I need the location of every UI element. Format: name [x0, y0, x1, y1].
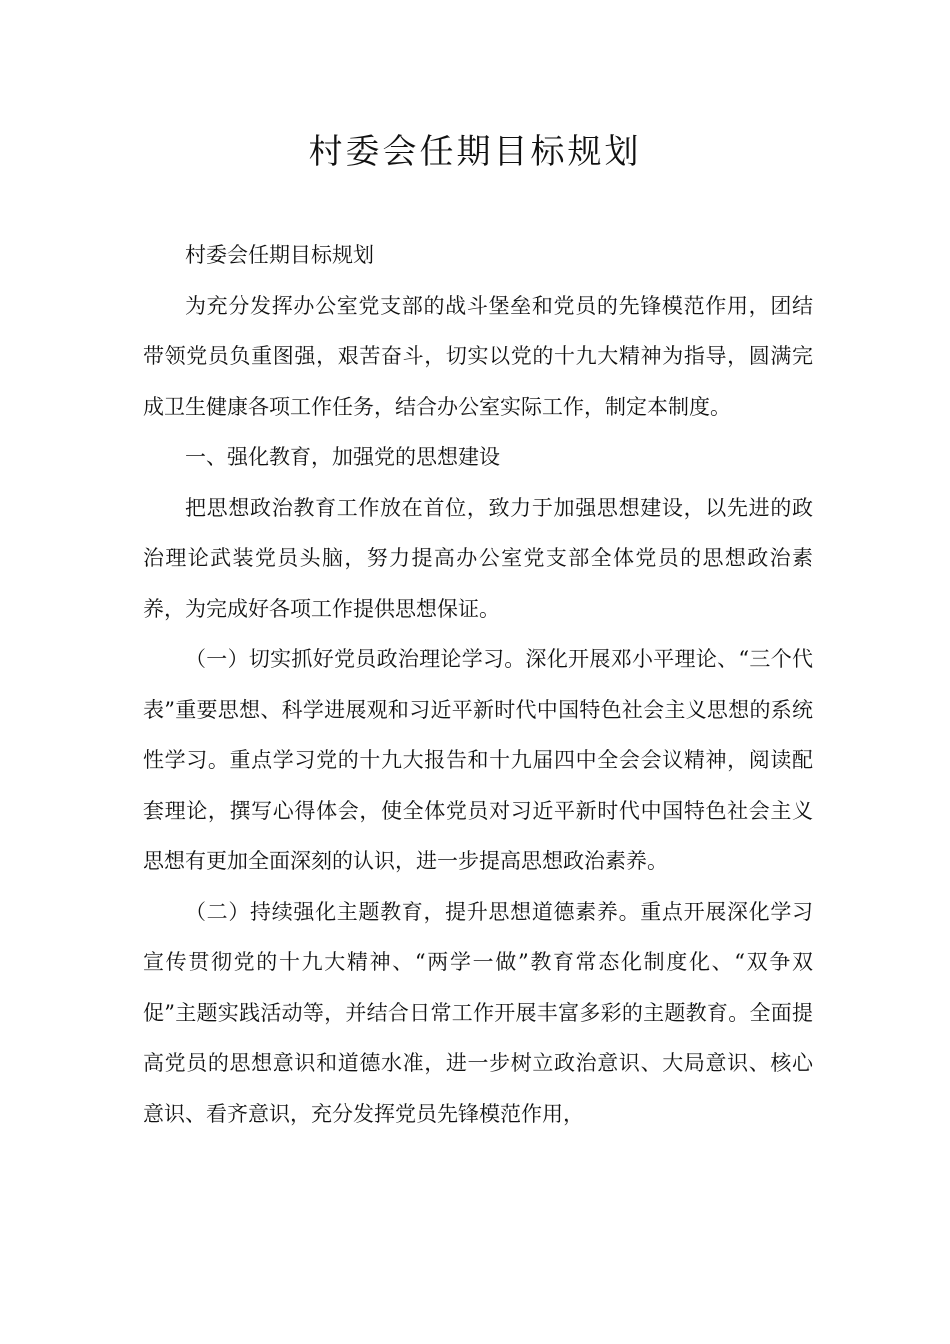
document-body [143, 230, 813, 1139]
subtitle-paragraph: 村委会任期目标规划 [185, 243, 374, 267]
subsection-1-paragraph: （一）切实抓好党员政治理论学习。深化开展邓小平理论、“三个代表”重要思想、科学进展观和习近平新时代中国特色社会主义思想的系统性学习。重点学习党的十九大报告和十九届四中全会会议精神，阅读配套理论，撰写心得体会，使全体党员对习近平新时代中国特色社会主义思想有更加全面深刻的认识，进一步提高思想政治素养。 [143, 647, 813, 873]
subsection-2-paragraph: （二）持续强化主题教育，提升思想道德素养。重点开展深化学习宣传贯彻党的十九大精神、“两学一做”教育常态化制度化、“双争双促”主题实践活动等，并结合日常工作开展丰富多彩的主题教育。全面提高党员的思想意识和道德水准，进一步树立政治意识、大局意识、核心意识、看齐意识，充分发挥党员先锋模范作用， [143, 899, 813, 1126]
section-heading: 一、强化教育，加强党的思想建设 [185, 445, 500, 469]
document-title: 村委会任期目标规划 [308, 132, 642, 172]
section-paragraph: 把思想政治教育工作放在首位，致力于加强思想建设，以先进的政治理论武装党员头脑，努力提高办公室党支部全体党员的思想政治素养，为完成好各项工作提供思想保证。 [143, 495, 813, 621]
intro-paragraph: 为充分发挥办公室党支部的战斗堡垒和党员的先锋模范作用，团结带领党员负重图强，艰苦奋斗，切实以党的十九大精神为指导，圆满完成卫生健康各项工作任务，结合办公室实际工作，制定本制度。 [143, 293, 813, 419]
